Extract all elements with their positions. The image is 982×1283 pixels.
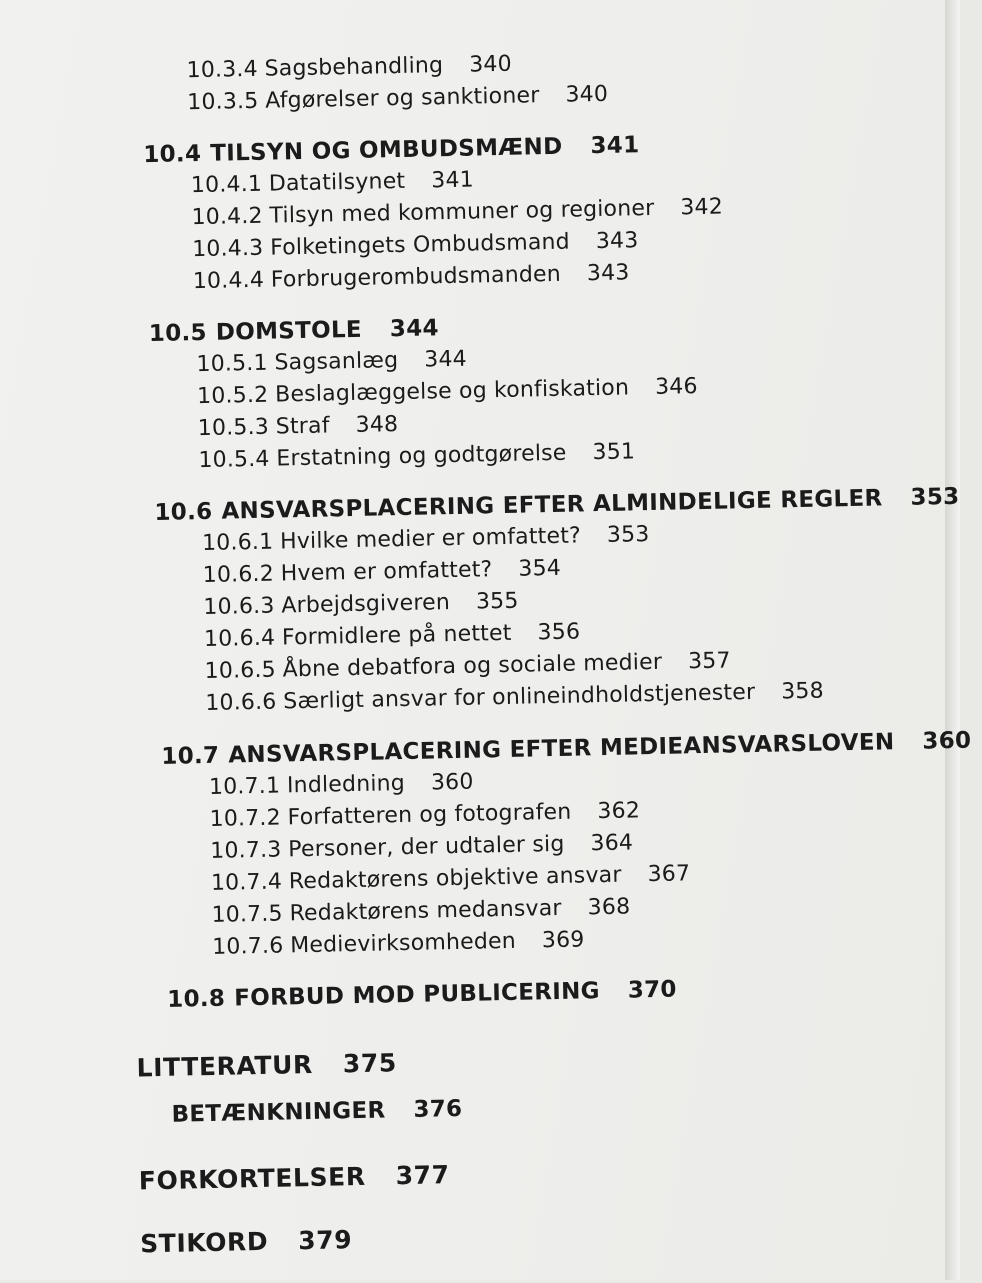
section-page: 370 [627, 976, 677, 1004]
toc-section-10-5 [149, 317, 439, 346]
entry-title: Sagsanlæg [274, 348, 399, 376]
chapter-title: STIKORD [139, 1226, 269, 1259]
entry-number: 10.5.4 [198, 446, 270, 474]
entry-title: Sagsbehandling [264, 53, 444, 82]
toc-section-10-7 [161, 727, 972, 770]
entry-title: Datatilsynet [268, 168, 406, 197]
section-page: 344 [389, 315, 440, 343]
section-title: DOMSTOLE [215, 316, 363, 346]
entry-number: 10.7.1 [208, 773, 281, 800]
entry-title: Redaktørens objektive ansvar [288, 862, 622, 895]
section-title: TILSYN OG OMBUDSMÆND [209, 133, 563, 167]
entry-title: Straf [275, 413, 330, 440]
toc-section-10-4 [143, 134, 640, 167]
toc-entry-10-6-3 [203, 588, 519, 621]
entry-number: 10.7.3 [210, 837, 282, 864]
entry-page: 343 [595, 228, 639, 255]
entry-number: 10.3.5 [187, 88, 259, 116]
section-number: 10.5 [148, 319, 208, 348]
entry-number: 10.6.5 [204, 657, 277, 685]
section-number: 10.6 [154, 498, 213, 526]
entry-number: 10.6.2 [202, 561, 275, 589]
chapter-title: FORKORTELSER [138, 1161, 366, 1196]
entry-page: 346 [654, 374, 698, 400]
entry-title: Personer, der udtaler sig [288, 831, 565, 863]
chapter-page: 375 [342, 1048, 398, 1079]
entry-title: Indledning [286, 771, 406, 799]
entry-title: Erstatning og godtgørelse [276, 440, 567, 472]
entry-page: 341 [431, 167, 475, 194]
entry-title: Medievirksomheden [289, 928, 517, 959]
toc-entry-10-6-6 [205, 678, 825, 717]
entry-page: 343 [586, 260, 630, 287]
entry-title: Beslaglæggelse og konfiskation [274, 375, 630, 408]
toc-section-10-6 [154, 483, 960, 526]
section-number: 10.7 [161, 742, 220, 770]
entry-number: 10.6.1 [201, 529, 274, 557]
entry-title: Særligt ansvar for onlineindholdstjenester [283, 679, 756, 715]
section-page: 341 [590, 132, 640, 160]
section-page: 353 [910, 483, 960, 511]
toc-section-10-8 [166, 976, 677, 1013]
entry-number: 10.4.1 [190, 171, 263, 199]
toc-entry-10-4-2 [191, 194, 724, 231]
entry-number: 10.6.6 [205, 689, 277, 717]
entry-page: 354 [518, 555, 562, 582]
toc-entry-10-7-5 [211, 894, 631, 928]
entry-number: 10.4.4 [192, 267, 265, 295]
toc-entry-10-3-4 [186, 51, 513, 84]
entry-number: 10.6.3 [203, 593, 275, 621]
toc-entry-10-7-1 [208, 769, 474, 800]
entry-page: 348 [355, 412, 399, 438]
entry-number: 10.7.6 [211, 933, 284, 960]
toc-entry-10-7-2 [209, 800, 640, 831]
toc-litteratur [136, 1048, 398, 1083]
entry-number: 10.3.4 [186, 56, 259, 84]
section-title: FORBUD MOD PUBLICERING [233, 978, 601, 1012]
chapter-page: 377 [395, 1160, 450, 1191]
toc-entry-10-5-1 [196, 346, 468, 378]
entry-number: 10.5.3 [197, 414, 270, 442]
entry-number: 10.5.1 [196, 350, 268, 378]
entry-page: 368 [587, 894, 631, 921]
entry-page: 353 [606, 522, 650, 548]
entry-page: 357 [687, 648, 731, 675]
entry-title: Tilsyn med kommuner og regioner [269, 195, 655, 229]
toc-entry-10-4-3 [192, 230, 639, 261]
entry-number: 10.7.4 [210, 869, 283, 896]
entry-page: 356 [537, 619, 581, 646]
toc-entry-10-3-5 [187, 81, 609, 116]
entry-number: 10.4.3 [191, 235, 264, 263]
chapter-page: 379 [297, 1225, 353, 1256]
entry-title: Hvem er omfattet? [280, 557, 493, 587]
entry-title: Forbrugerombudsmanden [270, 261, 562, 293]
entry-number: 10.7.2 [209, 805, 282, 832]
toc-entry-10-7-3 [210, 832, 633, 862]
toc-entry-10-4-1 [190, 167, 475, 199]
entry-title: Hvilke medier er omfattet? [279, 523, 582, 555]
entry-title: Forfatteren og fotografen [287, 799, 572, 831]
entry-page: 369 [541, 927, 585, 954]
toc-entry-10-6-5 [204, 650, 730, 683]
entry-title: Formidlere på nettet [281, 620, 512, 651]
toc-entry-10-7-6 [212, 929, 585, 958]
toc-entry-10-6-1 [202, 524, 650, 555]
toc-stikord [139, 1225, 353, 1259]
section-number: 10.8 [166, 985, 226, 1013]
entry-page: 358 [780, 678, 825, 705]
entry-page: 342 [680, 194, 724, 221]
entry-page: 340 [565, 81, 609, 108]
section-title: ANSVARSPLACERING EFTER MEDIEANSVARSLOVEN [228, 729, 895, 769]
entry-number: 10.7.5 [211, 901, 283, 928]
entry-page: 351 [592, 439, 636, 466]
chapter-title: BETÆNKNINGER [171, 1097, 386, 1128]
entry-page: 367 [647, 861, 691, 888]
section-title: ANSVARSPLACERING EFTER ALMINDELIGE REGLER [221, 485, 883, 525]
entry-title: Åbne debatfora og sociale medier [282, 649, 663, 683]
toc-entry-10-6-4 [204, 621, 581, 651]
toc-entry-10-4-4 [193, 262, 630, 293]
section-number: 10.4 [143, 140, 202, 169]
toc-betaenkninger [171, 1095, 463, 1128]
entry-title: Folketingets Ombudsmand [269, 229, 571, 261]
chapter-title: LITTERATUR [136, 1049, 314, 1083]
entry-page: 364 [590, 830, 634, 857]
toc-entry-10-5-2 [197, 376, 698, 408]
entry-title: Afgørelser og sanktioner [264, 83, 540, 114]
entry-number: 10.4.2 [191, 203, 263, 231]
entry-page: 362 [597, 798, 641, 825]
toc-entry-10-7-4 [211, 863, 691, 895]
entry-number: 10.6.4 [203, 625, 276, 653]
chapter-page: 376 [413, 1095, 463, 1123]
entry-page: 355 [475, 588, 519, 615]
entry-page: 360 [430, 769, 474, 796]
entry-title: Arbejdsgiveren [281, 590, 451, 619]
entry-page: 344 [424, 346, 468, 373]
entry-title: Redaktørens medansvar [289, 895, 562, 927]
toc-entry-10-5-3 [198, 414, 399, 440]
toc-forkortelser [138, 1160, 450, 1196]
toc-entry-10-5-4 [198, 441, 635, 472]
entry-number: 10.5.2 [196, 382, 269, 410]
section-page: 360 [922, 727, 972, 755]
toc-entry-10-6-2 [202, 555, 562, 589]
entry-page: 340 [468, 51, 513, 78]
